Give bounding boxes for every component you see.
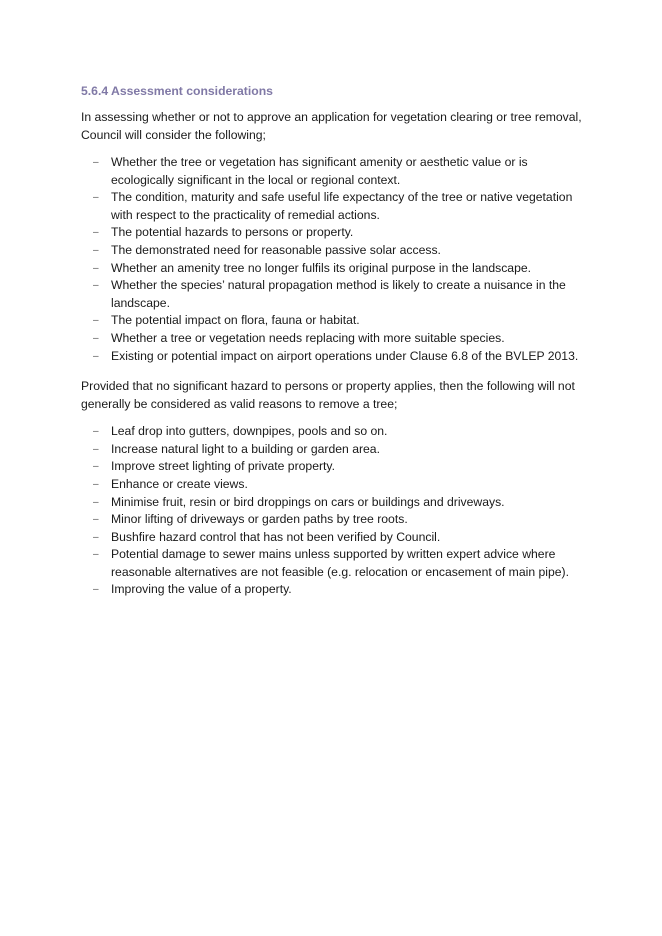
intro-paragraph: In assessing whether or not to approve an application for vegetation clearing or tree removal, Council will consider the following; — [81, 110, 582, 142]
dash-bullet-icon: – — [93, 584, 99, 596]
list-item: – The condition, maturity and safe useful life expectancy of the tree or native vegetation with respect to the practicality of remedial actions. — [93, 190, 573, 222]
section-content — [81, 83, 591, 609]
dash-bullet-icon: – — [93, 192, 99, 204]
dash-bullet-icon: – — [93, 496, 99, 508]
list-item: – The potential hazards to persons or property. — [81, 224, 591, 242]
dash-bullet-icon: – — [93, 280, 99, 292]
list-item: – Leaf drop into gutters, downpipes, pools and so on. — [81, 423, 591, 441]
list-item: – The demonstrated need for reasonable passive solar access. — [81, 242, 591, 260]
list-item: – Enhance or create views. — [81, 476, 591, 494]
dash-bullet-icon: – — [93, 461, 99, 473]
list-item: – Existing or potential impact on airport operations under Clause 6.8 of the BVLEP 2013. — [81, 348, 591, 366]
section-heading: 5.6.4 Assessment considerations — [81, 84, 273, 98]
list-item: – Whether an amenity tree no longer fulfils its original purpose in the landscape. — [81, 260, 591, 278]
list-item: – Minor lifting of driveways or garden paths by tree roots. — [81, 511, 591, 529]
dash-bullet-icon: – — [93, 514, 99, 526]
dash-bullet-icon: – — [93, 244, 99, 256]
dash-bullet-icon: – — [93, 262, 99, 274]
list-item: – Increase natural light to a building or garden area. — [81, 441, 591, 459]
list-item: – Minimise fruit, resin or bird droppings on cars or buildings and driveways. — [81, 494, 591, 512]
dash-bullet-icon: – — [93, 350, 99, 362]
dash-bullet-icon: – — [93, 332, 99, 344]
second-intro-paragraph: Provided that no significant hazard to persons or property applies, then the following will not generally be considered as valid reasons to remove a tree; — [81, 379, 575, 412]
list-item: – The potential impact on flora, fauna or habitat. — [81, 312, 591, 330]
dash-bullet-icon: – — [93, 478, 99, 490]
list-item: – Whether the tree or vegetation has significant amenity or aesthetic value or is ecologically significant in the local or regional context. — [93, 155, 528, 187]
dash-bullet-icon: – — [93, 157, 99, 168]
dash-bullet-icon: – — [93, 315, 99, 327]
invalid-reasons-list — [81, 423, 591, 599]
dash-bullet-icon: – — [93, 531, 99, 543]
list-item: – Bushfire hazard control that has not been verified by Council. — [81, 529, 591, 547]
dash-bullet-icon: – — [93, 549, 99, 561]
list-item: – Improving the value of a property. — [81, 581, 591, 599]
list-item: – Whether a tree or vegetation needs replacing with more suitable species. — [81, 330, 591, 348]
dash-bullet-icon: – — [93, 227, 99, 239]
list-item: – Potential damage to sewer mains unless supported by written expert advice where reasonable alternatives are not feasible (e.g. relocation or encasement of main pipe). — [93, 547, 569, 579]
dash-bullet-icon: – — [93, 443, 99, 455]
considerations-list — [81, 154, 591, 365]
dash-bullet-icon: – — [93, 426, 99, 438]
list-item: – Improve street lighting of private property. — [81, 458, 591, 476]
list-item: – Whether the species’ natural propagation method is likely to create a nuisance in the landscape. — [93, 278, 566, 310]
